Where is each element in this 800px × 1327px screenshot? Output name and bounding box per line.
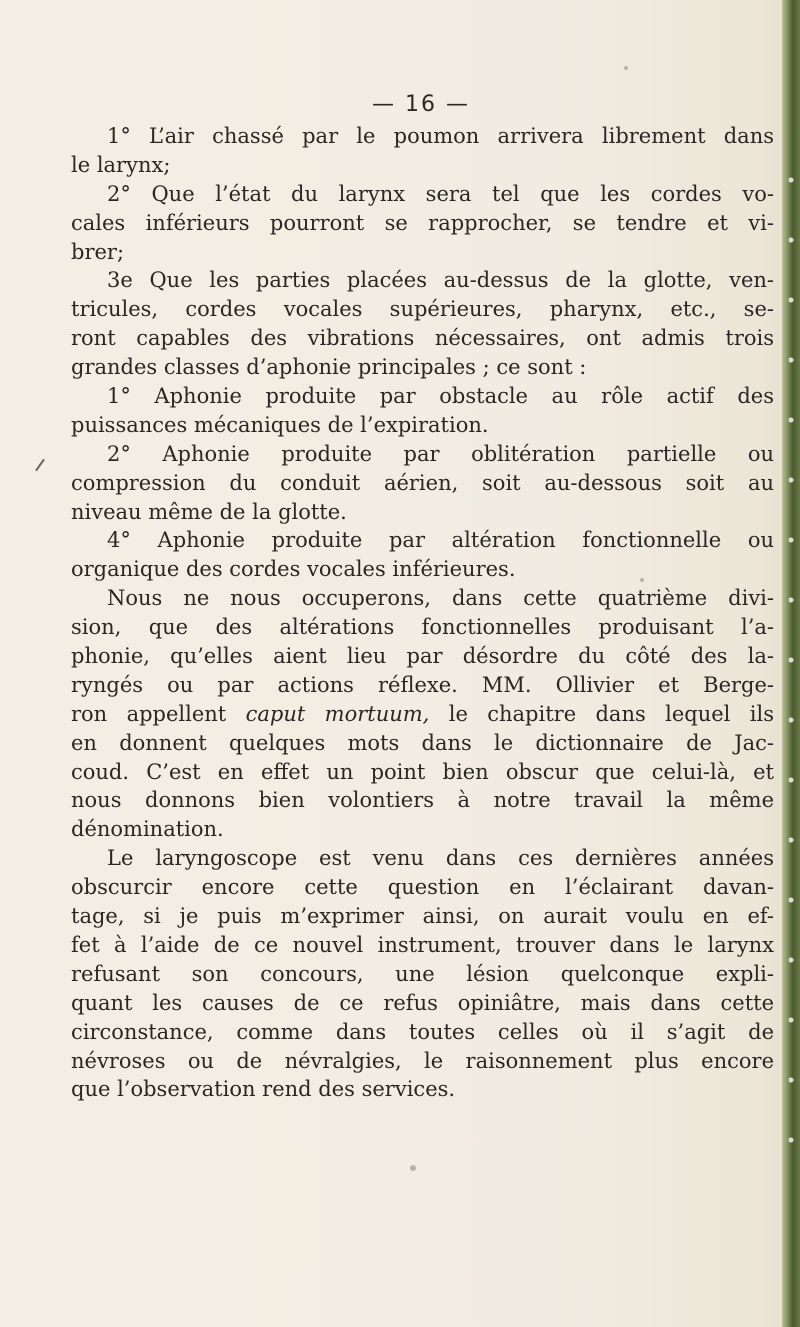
text-line: organique des cordes vocales inférieures. <box>71 557 516 582</box>
text-line: compression du conduit aérien, soit au-dessous soit au <box>71 470 774 495</box>
text-line: nous donnons bien volontiers à notre travail la même <box>71 788 774 813</box>
text-line: Le laryngoscope est venu dans ces dernières années <box>107 846 774 871</box>
text-line: 2° Aphonie produite par oblitération partielle ou <box>107 441 774 466</box>
text-line: brer; <box>71 239 125 264</box>
text-line: obscurcir encore cette question en l’éclairant davan- <box>71 875 774 900</box>
text-line: 2° Que l’état du larynx sera tel que les cordes vo- <box>107 181 774 206</box>
paper-speck <box>410 1165 416 1171</box>
text-line: 1° Aphonie produite par obstacle au rôle actif des <box>107 384 774 409</box>
text-line: tage, si je puis m’exprimer ainsi, on aurait voulu en ef- <box>71 904 774 929</box>
text-line: grandes classes d’aphonie principales ; ce sont : <box>71 355 587 380</box>
text-line: sion, que des altérations fonctionnelles produisant l’a- <box>71 615 774 640</box>
text-line: refusant son concours, une lésion quelconque expli- <box>71 961 774 986</box>
text-line-with-emphasis <box>71 700 774 729</box>
page-edge <box>782 0 800 1327</box>
body-text <box>71 122 774 1104</box>
paper-speck <box>624 66 628 70</box>
text-line: Nous ne nous occuperons, dans cette quatrième divi- <box>107 586 774 611</box>
text-line: coud. C’est en effet un point bien obscur que celui-là, et <box>71 759 774 784</box>
text-line: niveau même de la glotte. <box>71 499 347 524</box>
text-line: névroses ou de névralgies, le raisonnement plus encore <box>71 1048 774 1073</box>
text-line: phonie, qu’elles aient lieu par désordre du côté des la- <box>71 644 774 669</box>
text-line: ront capables des vibrations nécessaires, ont admis trois <box>71 326 774 351</box>
text-line: circonstance, comme dans toutes celles où il s’agit de <box>71 1019 774 1044</box>
text-line: quant les causes de ce refus opiniâtre, mais dans cette <box>71 990 774 1015</box>
text-line: cales inférieurs pourront se rapprocher, se tendre et vi- <box>71 210 774 235</box>
text-line: 3e Que les parties placées au-dessus de la glotte, ven- <box>107 268 774 293</box>
text-line: 1° L’air chassé par le poumon arrivera librement dans <box>107 124 774 148</box>
text-line: le larynx; <box>71 152 171 177</box>
page-number: — 16 — <box>372 92 470 117</box>
page-edge-texture <box>786 150 796 1150</box>
text-line: dénomination. <box>71 817 224 842</box>
margin-mark <box>35 459 45 472</box>
text-line: 4° Aphonie produite par altération fonctionnelle ou <box>107 528 774 553</box>
text-segment: ron appellent <box>71 701 227 726</box>
italic-term: caput mortuum, <box>245 701 430 726</box>
text-line: tricules, cordes vocales supérieures, pharynx, etc., se- <box>71 297 774 322</box>
text-line: ryngés ou par actions réflexe. MM. Ollivier et Berge- <box>71 672 774 697</box>
text-line: que l’observation rend des services. <box>71 1077 456 1102</box>
text-line: en donnent quelques mots dans le dictionnaire de Jac- <box>71 730 774 755</box>
text-line: puissances mécaniques de l’expiration. <box>71 412 489 437</box>
text-line: fet à l’aide de ce nouvel instrument, trouver dans le larynx <box>71 932 774 957</box>
text-segment: le chapitre dans lequel ils <box>448 701 774 726</box>
